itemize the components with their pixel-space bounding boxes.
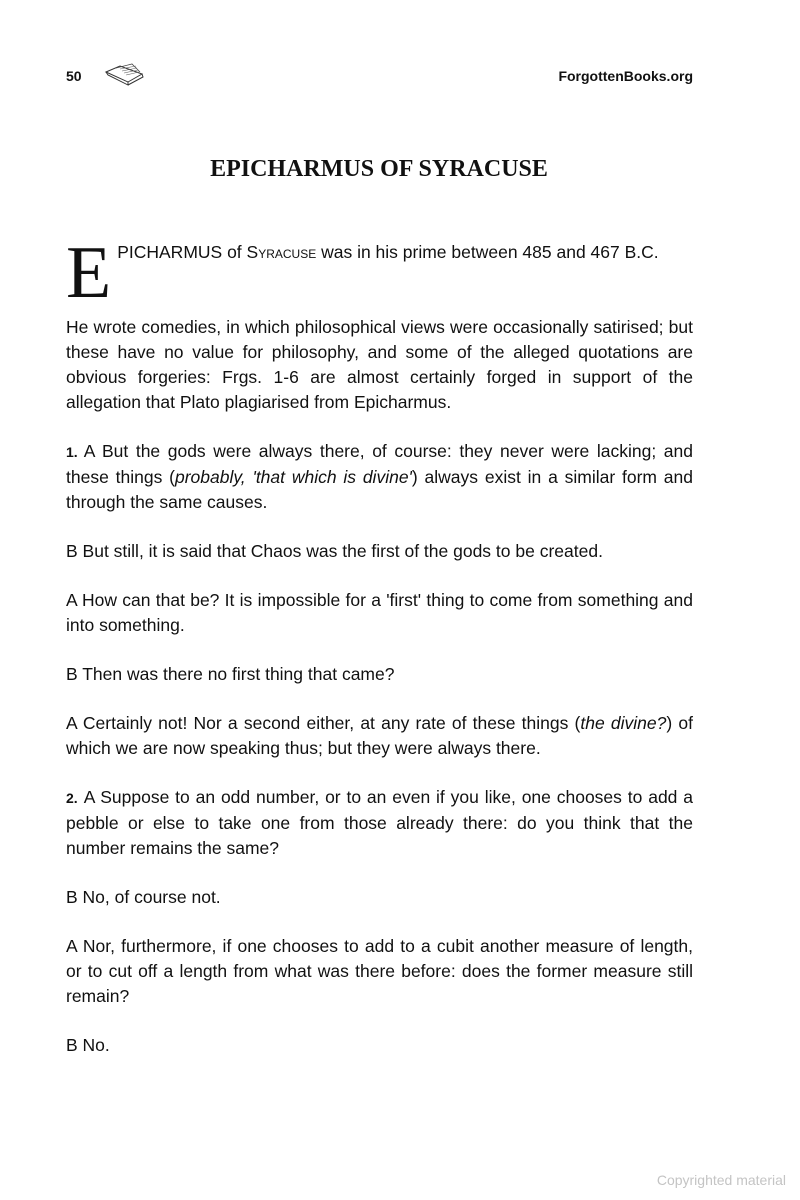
intro-paragraph: He wrote comedies, in which philosophical views were occasionally satirised; but these have no value for philosophy, and some of the alleged quotations are obvious forgeries: Frgs. 1-6 are almost certainly forged in support of the allegation that Plato plagiarised from Epicharmus. (66, 317, 693, 412)
dialogue-line: B Then was there no first thing that came? (66, 664, 395, 684)
dialogue-line: A Certainly not! Nor a second either, at any rate of these things (the divine?) of which we are now speaking thus; but they were always there. (66, 713, 693, 758)
dialogue-line: A Nor, furthermore, if one chooses to add to a cubit another measure of length, or to cut off a length from what was there before: does the former measure still remain? (66, 936, 693, 1006)
dialogue-line: B But still, it is said that Chaos was the first of the gods to be created. (66, 541, 603, 561)
copyright-watermark: Copyrighted material (656, 1172, 786, 1188)
dialogue-line: B No, of course not. (66, 887, 221, 907)
page-header (66, 66, 693, 90)
fragment-1: 1. A But the gods were always there, of course: they never were lacking; and these things (probably, 'that which is divine') always exist in a similar form and through the same causes. (66, 441, 693, 512)
open-book-icon (102, 60, 146, 88)
chapter-title: EPICHARMUS OF SYRACUSE (210, 156, 548, 182)
fragment-2: 2. A Suppose to an odd number, or to an even if you like, one chooses to add a pebble or else to take one from those already there: do you think that the number remains the same? (66, 787, 693, 858)
drop-cap: E (66, 232, 112, 314)
dialogue-line: B No. (66, 1035, 110, 1055)
site-name: ForgottenBooks.org (558, 68, 693, 84)
page-number: 50 (66, 68, 82, 84)
intro-first-line: EPICHARMUS of Syracuse was in his prime between 485 and 467 B.C. (66, 232, 659, 314)
dialogue-line: A How can that be? It is impossible for a 'first' thing to come from something and into something. (66, 590, 693, 635)
body-text (66, 232, 693, 1082)
